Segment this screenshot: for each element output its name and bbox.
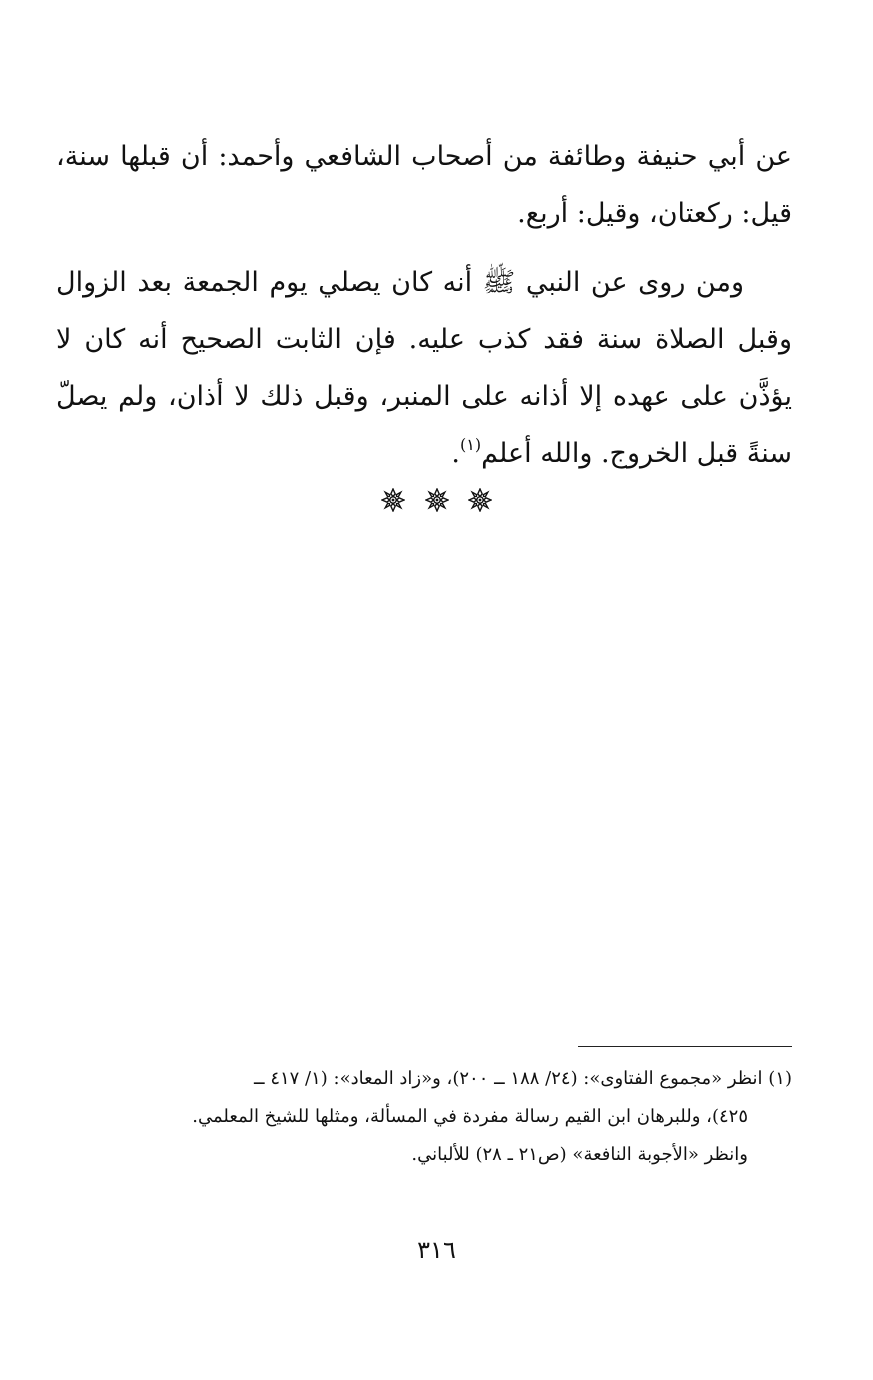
flower-ornament-icon [425, 488, 449, 512]
paragraph-1-text: عن أبي حنيفة وطائفة من أصحاب الشافعي وأحمد: أن قبلها سنة، قيل: ركعتان، وقيل: أربع. [56, 141, 792, 229]
footnote-line-2: ٤٢٥)، وللبرهان ابن القيم رسالة مفردة في المسألة، ومثلها للشيخ المعلمي. [192, 1106, 748, 1127]
paragraph-2-end: . [451, 438, 461, 469]
paragraph-1 [56, 128, 792, 242]
footnote-divider [578, 1046, 792, 1047]
paragraph-2 [56, 254, 792, 482]
page-number: ٣١٦ [417, 1236, 456, 1264]
flower-ornament-icon [381, 488, 405, 512]
footnote-line-1: (١) انظر «مجموع الفتاوى»: (٢٤/ ١٨٨ ــ ٢٠٠)، و«زاد المعاد»: (١/ ٤١٧ ــ [254, 1068, 792, 1089]
main-text [56, 128, 792, 482]
flower-ornament-icon [468, 488, 492, 512]
footnote-line-3: وانظر «الأجوبة النافعة» (ص٢١ ـ ٢٨) للألباني. [411, 1144, 748, 1165]
section-separator [0, 488, 873, 512]
paragraph-2-text: ومن روى عن النبي ﷺ أنه كان يصلي يوم الجمعة بعد الزوال وقبل الصلاة سنة فقد كذب عليه. فإن الثابت الصحيح أنه كان لا يؤذَّن على عهده إلا أذانه على المنبر، وقبل ذلك لا أذان، ولم يصلّ سنةً قبل الخروج. والله أعلم [56, 267, 792, 469]
footnotes [56, 1060, 792, 1174]
footnote-reference: (١) [460, 435, 482, 454]
